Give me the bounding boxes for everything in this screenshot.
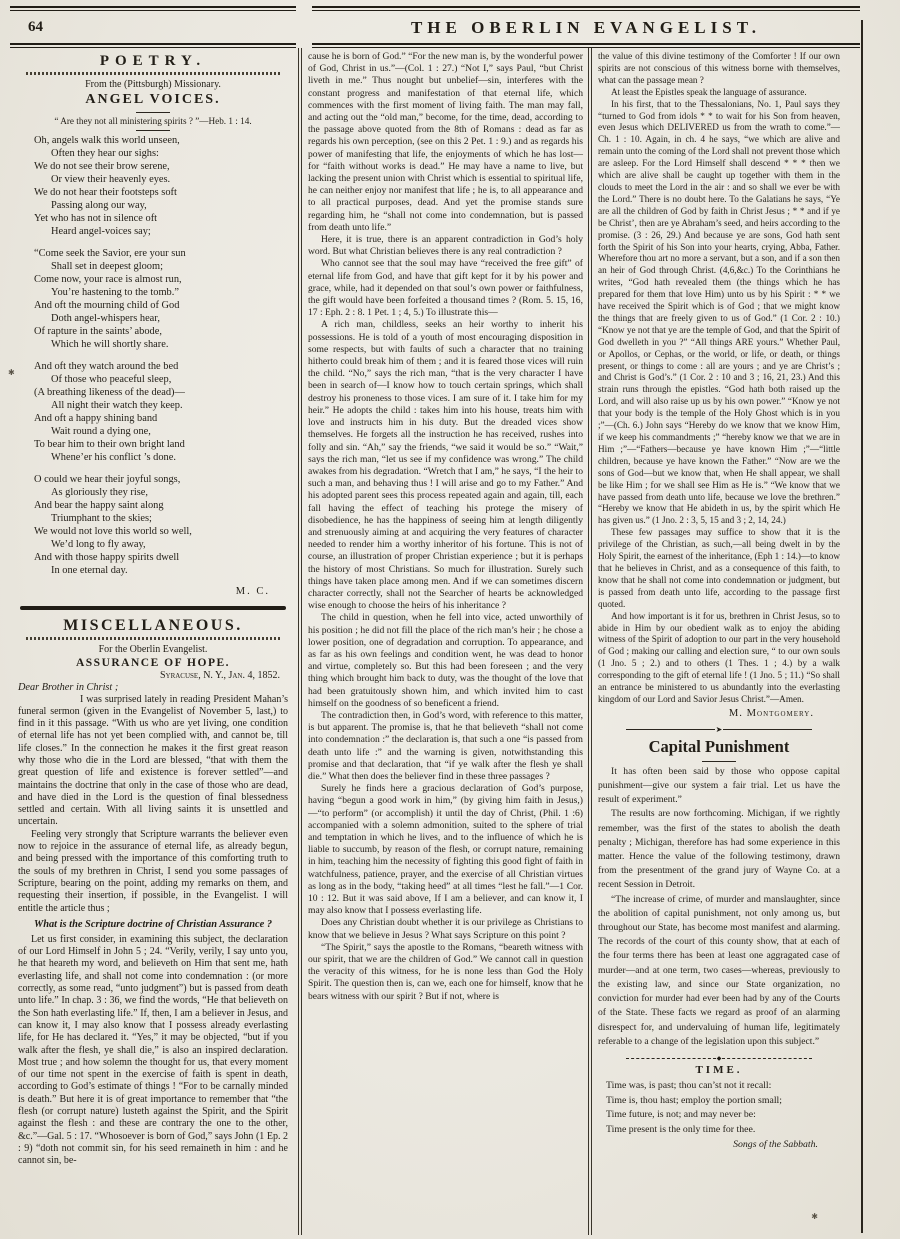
poem-line: To bear him to their own bright land <box>34 439 185 450</box>
poem-stanza <box>18 473 288 577</box>
time-line: Time was, is past; thou can’st not it recall: <box>606 1079 772 1091</box>
body-paragraph: And how important is it for us, brethren in Christ Jesus, so to abide in Him by our obedient walk as to enjoy the abiding witness of the Spirit of adoption to our part in the very household of God ; making our calling and election sure, “ to our own souls (1 Jno. 5 ; 2.) and to others (1 Thes. 1 ; 4.) by a walk corresponding to the gift of eternal life ! (1 Jno. 5 ; 11.) “So shall an entrance be ministered to us abundantly into the everlasting kingdom of our Lord and Savior Jesus Christ.”—Amen. <box>598 610 840 704</box>
poem-line: As gloriously they rise, <box>51 487 148 498</box>
body-paragraph: “The Spirit,” says the apostle to the Romans, “beareth witness with our spirit, that we are the children of God.” We cannot call in question the veracity of this witness, for he is none less than God the Holy Spirit. The question then is, can we, each one for himself, know that he bears witness with our spirit ? But if not, where is <box>308 941 583 1002</box>
page-header <box>0 0 900 48</box>
poem-line: “Come seek the Savior, ere your sun <box>34 248 186 259</box>
body-paragraph: Surely he finds here a gracious declaration of God’s purpose, having “begun a good work in him,” (by giving him faith in Jesus,)—“to perform” (or accomplish) it until the day of Christ, (Phil. 1 :6) accompanied with a solemn admonition, suited to the sphere of trial and temptation in which he lives, and to the influence of which he is liable to succumb, by reason of the flesh, or corrupt nature, remaining in him, teaching him the necessity of fighting this good fight of faith in watchfulness, patience, prayer, and the exercise of all Christian virtues as long as in the body, “taking heed” at all times “lest he fall.”—1 Cor. 10 : 12. But it was said above, If I am a believer, and can know it, I may also know that I possess everlasting life. <box>308 783 583 917</box>
article-body <box>18 934 288 1168</box>
poem-line: Heard angel-voices say; <box>51 226 151 237</box>
poem-line: You’re hastening to the tomb.” <box>51 287 179 298</box>
body-paragraph: “The increase of crime, of murder and manslaughter, since the abolition of capital punishment, not only among us, but throughout our State, has become most manifest and alarming. The records of the court of this county show, that at each of the four terms there has been at least one aggragated case of murder—and at one term, two cases—whereas, previously to the existing law, and since our State organization, no conviction for murder had ever been had by any of the Courts of the State. These facts we regard as proof of an alarming disrespect for, and undervaluing of human life, legitimately referable to a change of the legislation upon this subject.” <box>598 893 840 1047</box>
body-paragraph: Here, it is true, there is an apparent contradiction in God’s holy word. But what Christian believes there is any real contradiction ? <box>308 234 583 258</box>
time-line: Time is, thou hast; employ the portion small; <box>606 1094 782 1106</box>
poem-line: In one eternal day. <box>51 565 128 576</box>
poem-stanza <box>18 247 288 351</box>
body-paragraph: The results are now forthcoming. Michigan, if we rightly remember, was the first of the states to abolish the death penalty ; Michigan, therefore has had some experience in this matter. Hence the value of the following testimony, drawn from the presentment of the grand jury of Wayne Co. at a recent Session in Detroit. <box>598 808 840 891</box>
poem-line: And oft they watch around the bed <box>34 361 179 372</box>
poem-line: Often they hear our sighs: <box>51 148 159 159</box>
poem-line: And oft a happy shining band <box>34 413 158 424</box>
body-paragraph: These few passages may suffice to show that it is the privilege of the Christian, as such,—all being dwelt in by the Holy Spirit, the earnest of the inheritance, (Eph 1 : 14.)—to know that he believes in Christ, and as a consequence of this faith, to know that he shall not come into condemnation or judgment, but is passed from death unto life, according to the passage first quoted. <box>598 527 840 609</box>
poem-line: And with those happy spirits dwell <box>34 552 180 563</box>
poem-line: Whene’er his conflict ’s done. <box>51 452 176 463</box>
page-number: 64 <box>28 18 43 35</box>
poem-line: Passing along our way, <box>51 200 147 211</box>
ornament-line <box>626 729 715 730</box>
wavy-rule <box>26 72 280 75</box>
page-edge-rule <box>861 20 863 1233</box>
body-paragraph: The child in question, when he fell into vice, acted unworthily of his position ; he did not fill the place of the rich man’s heir ; he chose a lower position, one of degradation and corruption. To appearance, and as far as his own feelings and condition went, he was dead to honor and virtue, completely so. But this had been foreseen ; and the very thing which brought him back to duty, was the thought of the love that had been gratuitously shown him, and which invited him to cast himself on the goodness of so beneficent a friend. <box>308 612 583 709</box>
poem-line: O could we hear their joyful songs, <box>34 474 181 485</box>
body-paragraph: cause he is born of God.” “For the new man is, by the wonderful power of God, Christ in us.”—(Col. 1 : 27.) “Not I,” says Paul, “but Christ liveth in me.” Thus nought but unbelief—sin, interferes with the constant progress and manifestation of that eternal life, which commences with the first moment of living faith. The man may fall, and acting out the “old man,” become, for the time, dead, according to the passage above quoted from the 8th of Romans : dead as far as regards his own perception, (see on this 2 Pet. 1 : 9.) and as regards his power of manifesting that life, the enjoyments of which he has lost—for “faith without works is dead.” He may have a name to live, but lacking the present union with Christ which is essential to spiritual life, he can neither enjoy nor manifest that life ; he is, to all appearance and to all practical purposes, dead. And yet the promise stands sure regarding him, he “shall not come into condemnation, but is passed from death unto life.” <box>308 51 583 233</box>
column-1 <box>10 48 298 1235</box>
poem-line: We do not hear their footsteps soft <box>34 187 177 198</box>
section-divider-rule <box>20 606 286 610</box>
article-body-continued <box>308 51 583 1003</box>
body-paragraph: Let us first consider, in examining this subject, the declaration of our Lord Himself in John 5 ; 24. “Verily, verily, I say unto you, he that heareth my word, and believeth on Him that sent me, hath everlasting life, and shall not come into condemnation : (or more correctly, as some read, “unto judgment”) but is passed from death unto life.” In chap. 3 : 36, we find the words, “He that believeth on the Son hath everlasting life.” If, then, I am a believer in Jesus, and can know it, I may also know that I possess already everlasting life, for He has declared it. “Yes,” it may be objected, “but if you walk after the flesh, ye shall die,” is also an inspired declaration. Most true ; and how solemn the thought for us, that every moment of our time not spent in the exercise of faith is spent in death, according to God’s estimate of things ! “For to be carnally minded is death.” But here it is of great importance to remember that “the flesh (or corrupt nature) lusteth against the Spirit, and the Spirit against the flesh : and these are contrary the one to the other, &c.”—Gal. 5 : 17. “Whosoever is born of God,” says John (1 Ep. 2 : 9) “doth not commit sin, for his seed remaineth in him : and he cannot sin, be- <box>18 933 288 1167</box>
poem-line: And oft the mourning child of God <box>34 300 180 311</box>
ornament-line <box>722 1058 812 1059</box>
top-double-rule-right <box>312 6 860 11</box>
body-paragraph: Feeling very strongly that Scripture warrants the believer even now to rejoice in the assurance of eternal life, as already begun, and being pressed with the importance of this comforting truth to the souls of my brethren in Christ, I send you some passages of Scripture, bearing on the point, adding my remarks on them, and requesting their insertion, if possible, in the Evangelist. I will entitle the article thus ; <box>18 828 288 914</box>
masthead-title: THE OBERLIN EVANGELIST. <box>410 17 762 37</box>
poem-stanza <box>18 360 288 464</box>
poem-epigraph: “ Are they not all ministering spirits ? ”—Heb. 1 : 14. <box>54 116 252 126</box>
poem-stanza <box>18 134 288 238</box>
poem-line: Which he will shortly share. <box>51 339 169 350</box>
diamond-ornament-rule <box>626 1056 812 1062</box>
body-paragraph: Does any Christian doubt whether it is our privilege as Christians to know that we believe in Jesus ? What says Scripture on this point ? <box>308 917 583 941</box>
ornament-line <box>723 729 812 730</box>
capital-punishment-article <box>598 726 840 1049</box>
body-paragraph: At least the Epistles speak the language of assurance. <box>611 86 807 97</box>
poem-line: Shall set in deepest gloom; <box>51 261 163 272</box>
short-rule <box>136 112 170 113</box>
body-paragraph: In his first, that to the Thessalonians, No. 1, Paul says they “turned to God from idols * * to wait for his Son from heaven, even Jesus which DELIVERED us from the wrath to come.”—Ch. 1 : 10. Again, in ch. 4 he says, “we which are alive and remain unto the coming of the Lord shall not prevent those which are asleep. For the Lord Himself shall descend * * * then we which are alive shall be caught up together with them in the clouds to meet the Lord in the air : and so shall we ever be with the Lord.” There is no doubt here. To the Galatians he says, “Ye are all the children of God by faith in Christ Jesus ; * * and if ye be Christ’, then are ye Abraham’s seed, and heirs according to the promise. (3 : 26, 29.) And because ye are sons, God hath sent forth the Spirit of his Son into your hearts, crying, Abba, Father. Wherefore thou art no more a servant, but a son, and if a son then an heir of God through Christ. (4,6,&c.) To the Corinthians he writes, “God hath revealed them (the things which he has prepared for them that love Him) unto us by his Spirit : * * we have received the Spirit which is of God ; that we might know the things that are freely given to us of God.” (1 Cor. 2 : 10.) “Know ye not that ye are the temple of God, and that the Spirit of God dwelleth in you ?” “All things ARE yours.” Whether Paul, or Apollos, or Cephas, or the world, or life, or death, or things present, or things to come : all are yours ; and ye are Christ’s ; and Christ is God’s.” (1 Cor. 2 : 10 and 3 ; 16, 21, 23.) And this strain runs through the epistles. “God hath both raised up the Lord, and will also raise up us by his own power.” “Know ye not that your body is the temple of the Holy Ghost which is in you ;”—(Ch. 6.) John says “Hereby do we know that we know Him, if we keep his commandments ;” “hereby know we that we are in Him ;”—“Fathers—because ye have known Him ;”—“little children, because ye have known the Father.” “Now are we the sons of God—but we know that, when He shall appear, we shall be like Him ; for we shall see Him as He is.” “We know that we have passed from death unto life, because we love the brethren.” “Hereby we know that He abideth in us, by the spirit which He has given us.” (1 Jno. 2 : 3, 5, 15 and 3 ; 2, 14, 24.) <box>598 98 840 526</box>
capital-punishment-title: Capital Punishment <box>648 736 790 756</box>
body-paragraph: It has often been said by those who oppose capital punishment—give our system a fair trial. Let us have the result of experiment.” <box>598 765 840 806</box>
ink-speck: ✱ <box>811 1212 818 1221</box>
time-verse <box>598 1079 840 1137</box>
header-right <box>312 6 860 48</box>
body-paragraph: I was surprised lately in reading President Mahan’s funeral sermon (given in the Evangelist of November 5, last,) to find in it this passage. “With us who are yet living, one condition of eternal life has not yet been complied with, and cannot be, till life closes.” In the connection he makes it the first great reason why those who die in the Lord are blessed, “that with them the great question of life and existence is forever settled”—and maintains the doctrine that only in the case of those who are dead, and have died in the Lord is the question of final blessedness settled and certain. With all living saints it is unsettled and uncertain. <box>18 693 288 828</box>
article-body <box>18 694 288 915</box>
poem-signature: M. C. <box>235 586 270 597</box>
poem-line: All night their watch they keep. <box>51 400 183 411</box>
poem-line: (A breathing likeness of the dead)— <box>34 387 185 398</box>
miscellaneous-section <box>18 617 288 1168</box>
salutation: Dear Brother in Christ ; <box>18 681 119 693</box>
time-attribution: Songs of the Sabbath. <box>733 1139 818 1151</box>
poem-line: We do not see their brow serene, <box>34 161 170 172</box>
time-line: Time present is the only time for thee. <box>606 1123 756 1135</box>
body-paragraph: the value of this divine testimony of the Comforter ! If our own spirits are not conscious of this witness borne with themselves, what can the passage mean ? <box>598 51 840 85</box>
poem-line: Wait round a dying one, <box>51 426 151 437</box>
short-rule <box>702 761 736 762</box>
author-signature: M. Montgomery. <box>728 707 814 719</box>
wavy-rule <box>26 637 280 640</box>
poem-line: Or view their heavenly eyes. <box>51 174 171 185</box>
diamond-icon: ◆ <box>716 1054 722 1062</box>
column-3 <box>592 48 850 1235</box>
question-heading: What is the Scripture doctrine of Christian Assurance ? <box>33 918 273 930</box>
time-box <box>598 1056 840 1150</box>
poem-line: Come now, your race is almost run, <box>34 274 182 285</box>
capital-punishment-body <box>598 765 840 1049</box>
time-line: Time future, is not; and may never be: <box>606 1109 756 1121</box>
poem-line: We would not love this world so well, <box>34 526 192 537</box>
poetry-heading: POETRY. <box>99 53 207 69</box>
short-rule <box>136 130 170 131</box>
poetry-section <box>18 53 288 597</box>
poem-line: Of those who peaceful sleep, <box>51 374 172 385</box>
column-2 <box>302 48 588 1235</box>
article-title: ASSURANCE OF HOPE. <box>75 656 231 669</box>
poem-line: Triumphant to the skies; <box>51 513 152 524</box>
article-body-continued <box>598 51 840 706</box>
for-line: For the Oberlin Evangelist. <box>98 643 208 655</box>
arrow-ornament-rule <box>626 726 812 734</box>
poem-line: And bear the happy saint along <box>34 500 164 511</box>
dateline: Syracuse, N. Y., Jan. 4, 1852. <box>159 669 280 681</box>
poem-line: Oh, angels walk this world unseen, <box>34 135 180 146</box>
ink-speck: ✱ <box>8 368 15 377</box>
time-title: TIME. <box>695 1063 743 1076</box>
ornament-line <box>626 1058 716 1059</box>
poem-line: Yet who has not in silence oft <box>34 213 158 224</box>
body-paragraph: Who cannot see that the soul may have “received the free gift” of eternal life from God, and have that gift kept for it by his power and grace, while, had it depended on that soul’s own power or faithfulness, the gift would have been forfeited a thousand times ? (Rom. 5. 15, 16, 17 : Eph. 2 : 8. 1 Pet. 1 ; 4, 5.) To illustrate this— <box>308 258 583 319</box>
body-paragraph: The contradiction then, in God’s word, with reference to this matter, is but apparent. The promise is, that he that believeth “shall not come into condemnation :” the declaration is, that such a one “is passed from death unto life :” and the warning is given, notwithstanding this promise and that declaration, that “if ye walk after the flesh ye shall die.” What then does the believer find in these three passages ? <box>308 709 583 782</box>
header-left <box>10 6 300 48</box>
miscellaneous-heading: MISCELLANEOUS. <box>63 616 243 634</box>
body-paragraph: A rich man, childless, seeks an heir worthy to inherit his possessions. He is told of a youth of most encouraging disposition in some respects, but with faults of such a character that no training hitherto could break him of them ; and it is feared those vices will ruin the child. “No,” says the rich man, “that is the very character I have been in search of—I know how to touch certain springs, which shall destroy his proneness to those vices. I am sure of it. I take him for my heir.” He adopts the child : takes him into his house, treats him with love and instructs him in his duty. But the dreaded vices show themselves. He forgets all the instruction he has received, rushes into folly and sin. “Ah,” say the friends, “we said it would be so.” “Wait,” says the rich man, “let us see if my confidence was wrong.” The child awakes from his degradation. “Wretch that I am,” he says, “I the heir to such a man, and behaving thus ! I will arise and go to my Father.” And his adopted parent sees this process repeated again and again, till, each fall having the effect of teaching his protege the misery of disobedience, he has the happiness of seeing him at length diligently and strenuously aiming at and acquiring the very features of character needed to render him a worthy inheritor of his fortune. This is not of course, an illustration of proper Christian experience ; but it is perhaps the history of most Christians. So much for illustration. Surely such things have taken place among men. And if we can sometimes discern character correctly, shall not the Searcher of hearts be acknowledged wise enough to choose the heirs of his inheritance ? <box>308 319 583 612</box>
poem-line: We’d long to fly away, <box>51 539 146 550</box>
top-double-rule-left <box>10 6 296 11</box>
poem-source-line: From the (Pittsburgh) Missionary. <box>85 79 221 90</box>
poem-title: ANGEL VOICES. <box>85 92 221 107</box>
column-layout <box>0 48 900 1235</box>
poem-line: Doth angel-whispers hear, <box>51 313 160 324</box>
arrow-right-icon: ➤ <box>715 724 723 734</box>
poem-line: Of rapture in the saints’ abode, <box>34 326 162 337</box>
